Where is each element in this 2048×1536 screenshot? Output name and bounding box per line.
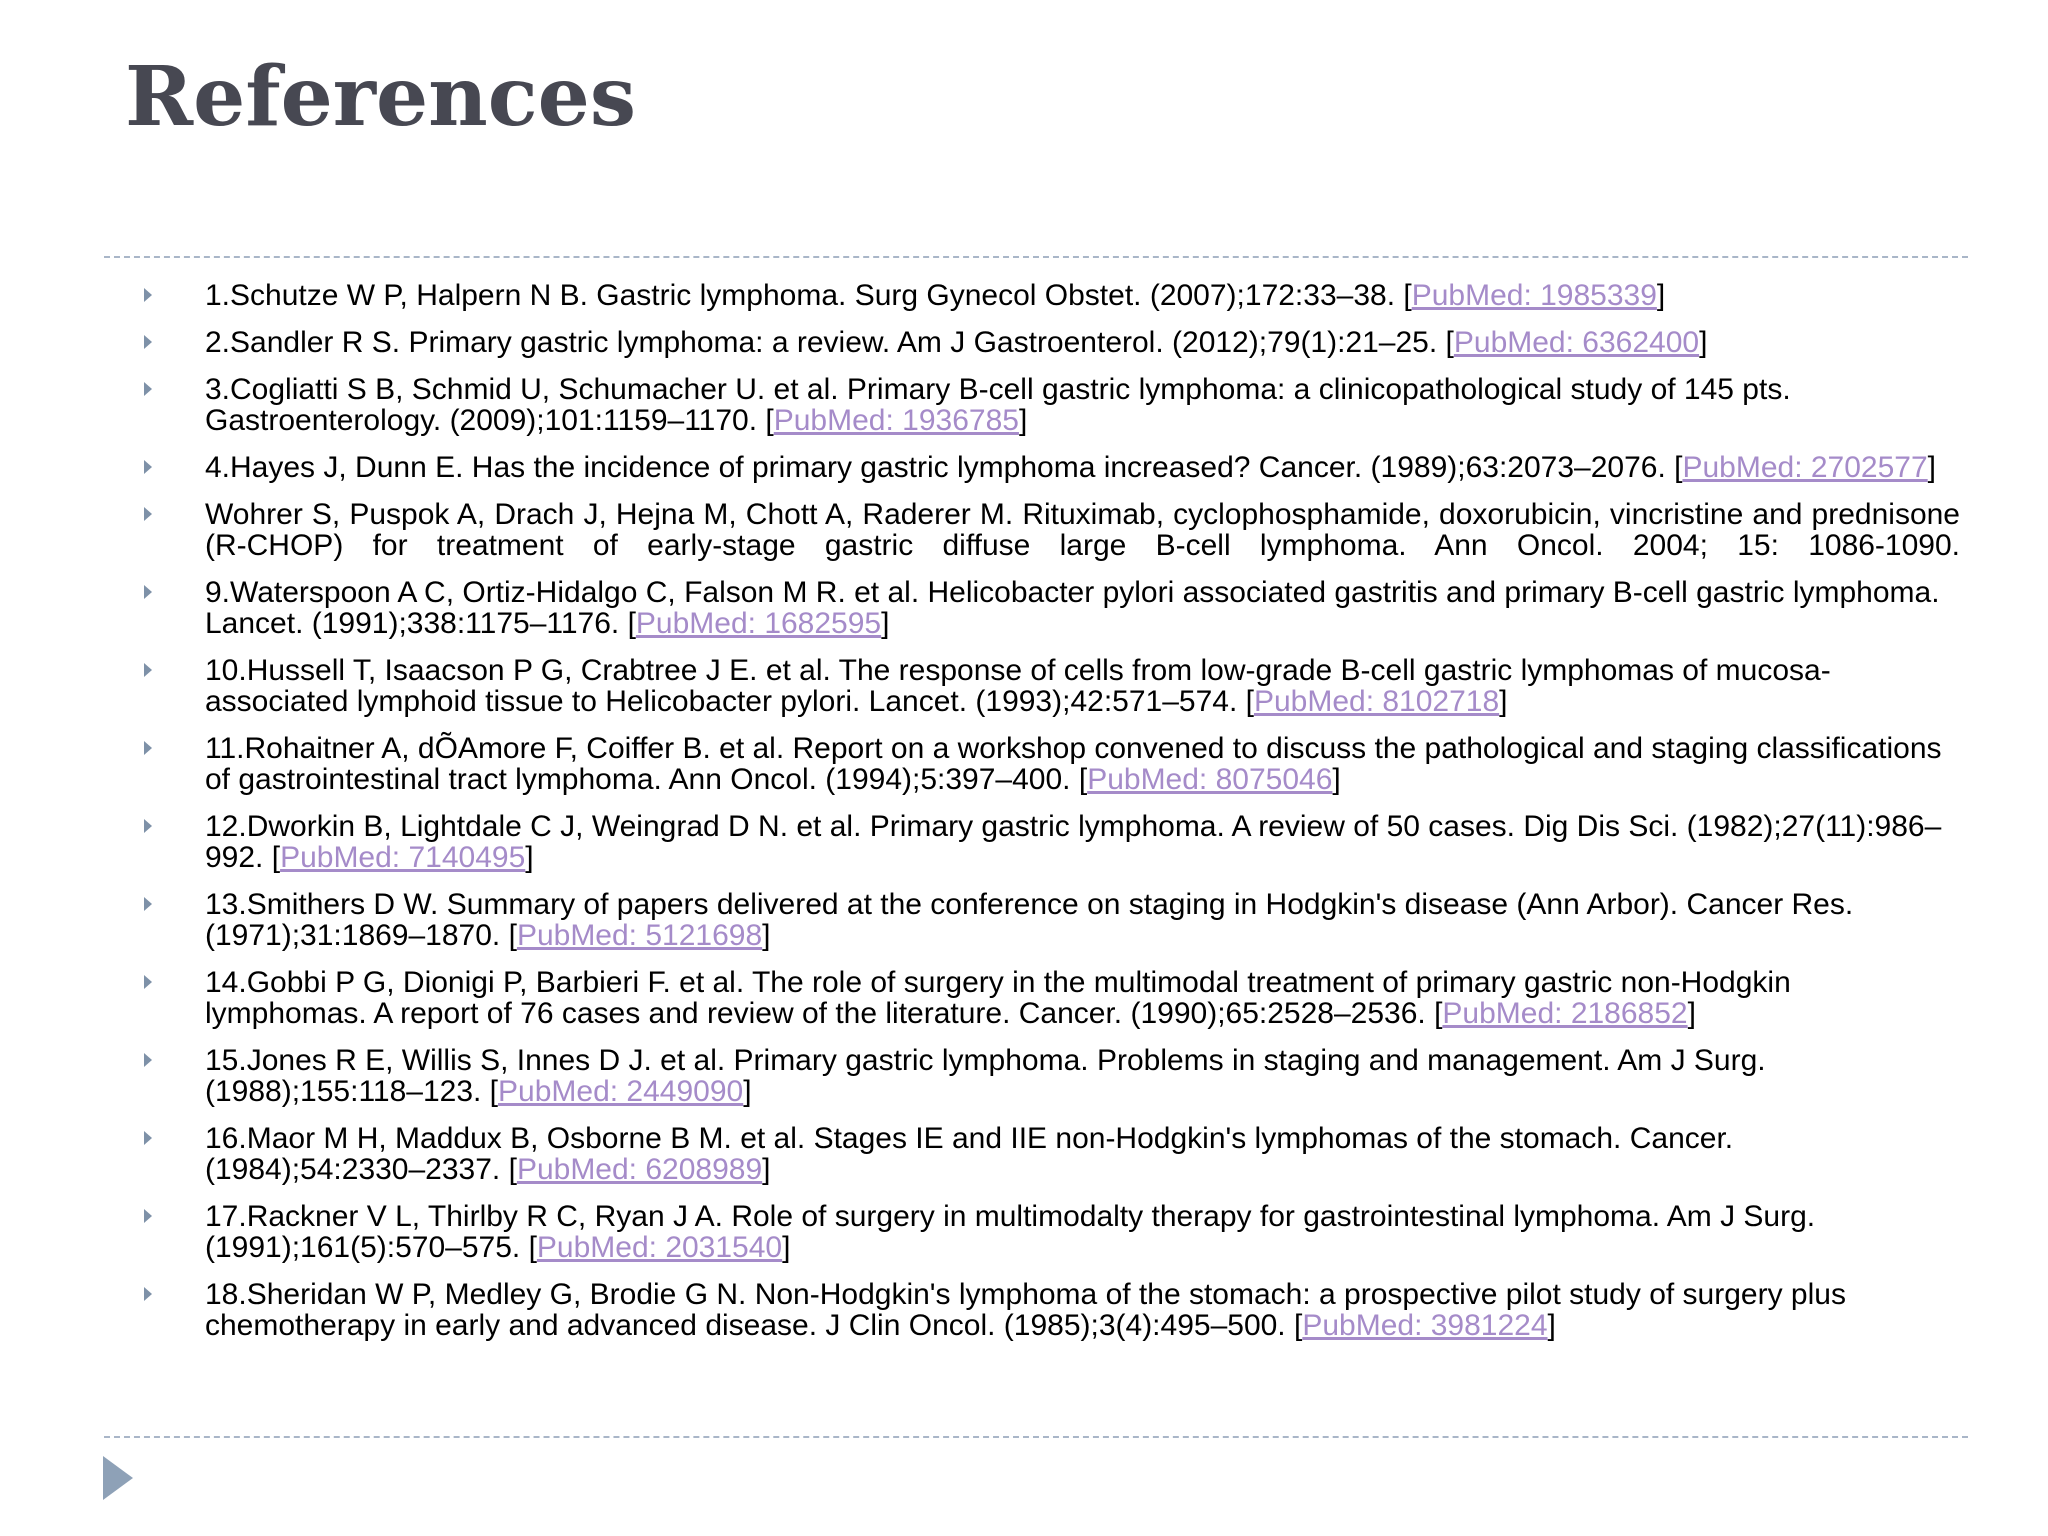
reference-text: 9.Waterspoon A C, Ortiz-Hidalgo C, Falson M R. et al. Helicobacter pylori associated gastritis and primary B-cell gastric lymphoma. Lancet. (1991);338:1175–1176. [ xyxy=(205,576,1940,640)
triangle-bullet-icon xyxy=(144,382,152,396)
reference-item xyxy=(140,1123,1960,1185)
reference-item xyxy=(140,499,1960,561)
pubmed-link[interactable]: PubMed: 1682595 xyxy=(635,607,882,640)
reference-bracket: ] xyxy=(782,1231,791,1264)
reference-item xyxy=(140,889,1960,951)
pubmed-link[interactable]: PubMed: 5121698 xyxy=(516,919,763,952)
triangle-bullet-icon xyxy=(144,288,152,302)
pubmed-link[interactable]: PubMed: 2702577 xyxy=(1682,451,1928,484)
slide-title: References xyxy=(125,49,637,145)
reference-text: 18.Sheridan W P, Medley G, Brodie G N. Non-Hodgkin's lymphoma of the stomach: a prospective pilot study of surgery plus chemotherapy in early and advanced disease. J Clin Oncol. (1985);3(4):495–500. [ xyxy=(205,1278,1846,1342)
pubmed-link[interactable]: PubMed: 8075046 xyxy=(1087,763,1333,796)
reference-bracket: ] xyxy=(1687,997,1696,1030)
reference-bracket: ] xyxy=(1927,451,1937,484)
pubmed-link[interactable]: PubMed: 2449090 xyxy=(498,1075,744,1108)
reference-bracket: ] xyxy=(743,1075,752,1108)
reference-item xyxy=(140,967,1960,1029)
pubmed-link[interactable]: PubMed: 7140495 xyxy=(280,841,526,874)
reference-item xyxy=(140,1279,1960,1341)
reference-text: 2.Sandler R S. Primary gastric lymphoma: a review. Am J Gastroenterol. (2012);79(1):21–25. [ xyxy=(205,326,1454,359)
triangle-bullet-icon xyxy=(144,1053,152,1067)
reference-bracket: ] xyxy=(1699,326,1708,359)
reference-text: 17.Rackner V L, Thirlby R C, Ryan J A. Role of surgery in multimodalty therapy for gastrointestinal lymphoma. Am J Surg. (1991);161(5):570–575. [ xyxy=(205,1200,1816,1264)
reference-bracket: ] xyxy=(762,919,771,952)
reference-text: Wohrer S, Puspok A, Drach J, Hejna M, Chott A, Raderer M. Rituximab, cyclophosphamide, doxorubicin, vincristine and prednisone (R-CHOP) for treatment of early-stage gastric diffuse large B-cell lymphoma. Ann Oncol. 2004; 15: 1086-1090. xyxy=(205,498,1960,562)
pubmed-link[interactable]: PubMed: 1936785 xyxy=(773,404,1019,437)
triangle-bullet-icon xyxy=(144,819,152,833)
reference-bracket: ] xyxy=(1018,404,1028,437)
pubmed-link[interactable]: PubMed: 3981224 xyxy=(1302,1309,1548,1342)
reference-text: 15.Jones R E, Willis S, Innes D J. et al. Primary gastric lymphoma. Problems in staging and management. Am J Surg. (1988);155:118–123. [ xyxy=(205,1044,1766,1108)
reference-item xyxy=(140,577,1960,639)
reference-bracket: ] xyxy=(1656,279,1666,312)
reference-bracket: ] xyxy=(525,841,534,874)
reference-text: 13.Smithers D W. Summary of papers delivered at the conference on staging in Hodgkin's disease (Ann Arbor). Cancer Res. (1971);31:1869–1870. [ xyxy=(205,888,1854,952)
reference-text: 10.Hussell T, Isaacson P G, Crabtree J E. et al. The response of cells from low-grade B-cell gastric lymphomas of mucosa-associated lymphoid tissue to Helicobacter pylori. Lancet. (1993);42:571–574. [ xyxy=(205,654,1831,718)
next-slide-arrow-icon[interactable] xyxy=(103,1456,133,1500)
reference-bracket: ] xyxy=(881,607,890,640)
triangle-bullet-icon xyxy=(144,1131,152,1145)
triangle-bullet-icon xyxy=(144,975,152,989)
triangle-bullet-icon xyxy=(144,741,152,755)
reference-item xyxy=(140,655,1960,717)
reference-item xyxy=(140,327,1960,358)
triangle-bullet-icon xyxy=(144,1287,152,1301)
reference-bracket: ] xyxy=(1332,763,1341,796)
pubmed-link[interactable]: PubMed: 1985339 xyxy=(1411,279,1657,312)
reference-item xyxy=(140,280,1960,311)
reference-list xyxy=(140,280,1960,1357)
pubmed-link[interactable]: PubMed: 2186852 xyxy=(1442,997,1688,1030)
pubmed-link[interactable]: PubMed: 6362400 xyxy=(1453,326,1700,359)
triangle-bullet-icon xyxy=(144,460,152,474)
triangle-bullet-icon xyxy=(144,585,152,599)
pubmed-link[interactable]: PubMed: 6208989 xyxy=(516,1153,763,1186)
triangle-bullet-icon xyxy=(144,335,152,349)
reference-bracket: ] xyxy=(762,1153,771,1186)
reference-text: 14.Gobbi P G, Dionigi P, Barbieri F. et al. The role of surgery in the multimodal treatment of primary gastric non-Hodgkin lymphomas. A report of 76 cases and review of the literature. Cancer. (1990);65:2528–2536. [ xyxy=(205,966,1791,1030)
pubmed-link[interactable]: PubMed: 8102718 xyxy=(1253,685,1500,718)
top-divider xyxy=(104,256,1968,258)
triangle-bullet-icon xyxy=(144,663,152,677)
reference-text: 16.Maor M H, Maddux B, Osborne B M. et al. Stages IE and IIE non-Hodgkin's lymphomas of the stomach. Cancer. (1984);54:2330–2337. [ xyxy=(205,1122,1734,1186)
triangle-bullet-icon xyxy=(144,897,152,911)
bottom-divider xyxy=(104,1436,1968,1438)
reference-item xyxy=(140,374,1960,436)
reference-text: 11.Rohaitner A, dÕAmore F, Coiffer B. et al. Report on a workshop convened to discuss the pathological and staging classifications of gastrointestinal tract lymphoma. Ann Oncol. (1994);5:397–400. [ xyxy=(205,732,1942,796)
reference-bracket: ] xyxy=(1547,1309,1556,1342)
reference-text: 1.Schutze W P, Halpern N B. Gastric lymphoma. Surg Gynecol Obstet. (2007);172:33–38. [ xyxy=(205,279,1412,312)
reference-text: 4.Hayes J, Dunn E. Has the incidence of primary gastric lymphoma increased? Cancer. (1989);63:2073–2076. [ xyxy=(205,451,1683,484)
reference-item xyxy=(140,452,1960,483)
triangle-bullet-icon xyxy=(144,507,152,521)
reference-item xyxy=(140,1045,1960,1107)
triangle-bullet-icon xyxy=(144,1209,152,1223)
pubmed-link[interactable]: PubMed: 2031540 xyxy=(536,1231,783,1264)
reference-item xyxy=(140,1201,1960,1263)
reference-item xyxy=(140,811,1960,873)
reference-text: 3.Cogliatti S B, Schmid U, Schumacher U. et al. Primary B-cell gastric lymphoma: a clinicopathological study of 145 pts. Gastroenterology. (2009);101:1159–1170. [ xyxy=(205,373,1791,437)
reference-text: 12.Dworkin B, Lightdale C J, Weingrad D N. et al. Primary gastric lymphoma. A review of 50 cases. Dig Dis Sci. (1982);27(11):986–992. [ xyxy=(205,810,1942,874)
reference-bracket: ] xyxy=(1499,685,1508,718)
reference-item xyxy=(140,733,1960,795)
